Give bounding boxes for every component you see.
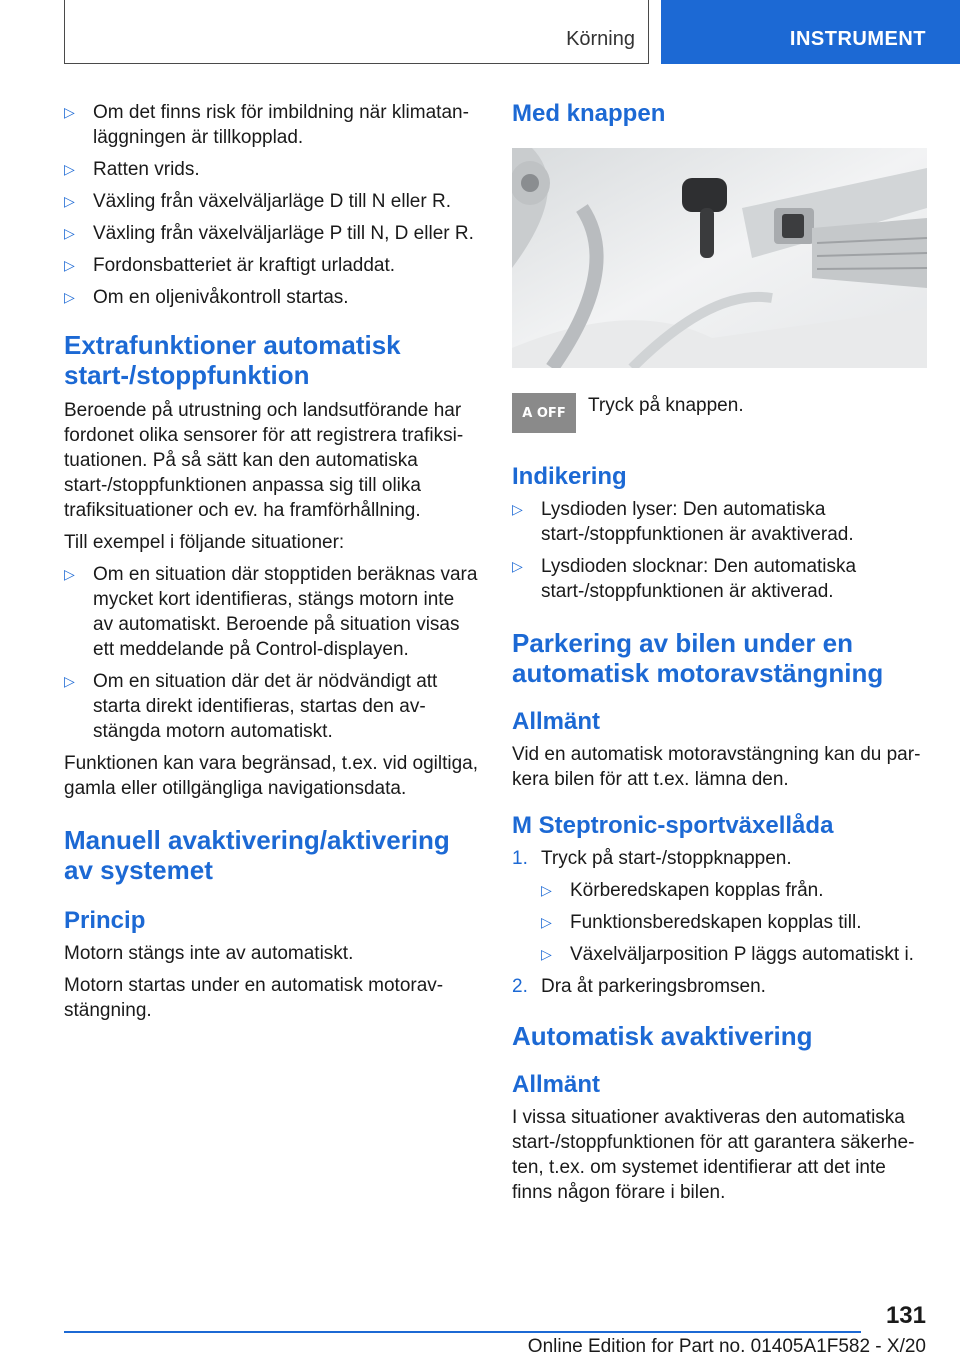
footer-divider bbox=[64, 1331, 861, 1333]
list-item: ▷ Om en oljenivåkontroll startas. bbox=[64, 287, 349, 308]
triangle-bullet-icon: ▷ bbox=[541, 882, 552, 898]
automatic-deactivation-heading: Automatisk avaktivering bbox=[512, 1021, 813, 1051]
extra-functions-heading: Extrafunktioner automatisk start-/stoppfunktion bbox=[64, 330, 401, 390]
header-section-label: Körning bbox=[566, 28, 635, 50]
list-item: ▷ Lysdioden lyser: Den automatiska start-/stoppfunktionen är avaktiverad. bbox=[512, 499, 854, 545]
auto-start-stop-off-icon bbox=[512, 393, 576, 433]
with-button-heading: Med knappen bbox=[512, 100, 666, 127]
list-item: ▷ Växling från växelväljarläge D till N eller R. bbox=[64, 191, 451, 212]
parking-heading: Parkering av bilen under en automatisk motoravstängning bbox=[512, 628, 884, 688]
situations-list bbox=[64, 562, 479, 744]
steptronic-steps-cont bbox=[512, 974, 927, 999]
triangle-bullet-icon: ▷ bbox=[541, 914, 552, 930]
list-item: ▷ Funktionsberedskapen kopplas till. bbox=[541, 912, 862, 933]
page-number: 131 bbox=[885, 1302, 926, 1329]
triangle-bullet-icon: ▷ bbox=[64, 104, 75, 120]
step-item: 1. Tryck på start-/stoppknappen. bbox=[512, 848, 792, 869]
triangle-bullet-icon: ▷ bbox=[512, 558, 523, 574]
steptronic-heading: M Steptronic-sportväxellåda bbox=[512, 812, 834, 839]
triangle-bullet-icon: ▷ bbox=[64, 566, 75, 582]
extra-functions-body: Beroende på utrustning och landsutförande har fordonet olika sensorer för att registrera trafiksituationen. På så sätt kan den automatiska start-/stoppfunktionen anpassa sig till olika trafiksituationer och ev. ha framförhållning. bbox=[64, 400, 464, 521]
extra-functions-note: Funktionen kan vara begränsad, t.ex. vid ogiltiga, gamla eller otillgängliga navigationsdata. bbox=[64, 753, 479, 799]
footer-edition: Online Edition for Part no. 01405A1F582 - X/20 bbox=[527, 1336, 926, 1357]
dashboard-button-photo bbox=[512, 148, 927, 368]
general-heading: Allmänt bbox=[512, 708, 601, 735]
header-chapter-label: INSTRUMENT bbox=[789, 28, 926, 50]
list-item: ▷ Körberedskapen kopplas från. bbox=[541, 880, 824, 901]
general-body: Vid en automatisk motoravstängning kan du parkera bilen för att t.ex. lämna den. bbox=[512, 744, 921, 790]
list-item: ▷ Växelväljarposition P läggs automatiskt i. bbox=[541, 944, 914, 965]
list-item: ▷ Ratten vrids. bbox=[64, 159, 200, 180]
auto-start-stop-off-label: A OFF bbox=[522, 405, 566, 421]
right-column bbox=[512, 100, 927, 1212]
triangle-bullet-icon: ▷ bbox=[64, 193, 75, 209]
step-number: 2. bbox=[512, 976, 528, 997]
left-column bbox=[64, 100, 479, 1030]
triangle-bullet-icon: ▷ bbox=[64, 161, 75, 177]
step-item: 2. Dra åt parkeringsbromsen. bbox=[512, 976, 766, 997]
list-item: ▷ Om det finns risk för imbildning när klimatanläggningen är tillkopplad. bbox=[64, 102, 469, 148]
manual-deactivation-heading: Manuell avaktivering/aktivering av systemet bbox=[64, 825, 450, 885]
restart-conditions-list bbox=[64, 100, 479, 310]
triangle-bullet-icon: ▷ bbox=[512, 501, 523, 517]
press-button-row bbox=[512, 393, 927, 463]
principle-heading: Princip bbox=[64, 907, 146, 934]
steptronic-steps bbox=[512, 846, 927, 871]
triangle-bullet-icon: ▷ bbox=[64, 225, 75, 241]
extra-functions-intro: Till exempel i följande situationer: bbox=[64, 532, 345, 553]
list-item: ▷ Växling från växelväljarläge P till N, D eller R. bbox=[64, 223, 474, 244]
list-item: ▷ Fordonsbatteriet är kraftigt urladdat. bbox=[64, 255, 396, 276]
triangle-bullet-icon: ▷ bbox=[64, 673, 75, 689]
steptronic-substeps bbox=[541, 878, 927, 967]
press-button-text: Tryck på knappen. bbox=[588, 395, 744, 416]
general-heading-2: Allmänt bbox=[512, 1071, 601, 1098]
principle-text-2: Motorn startas under en automatisk motoravstängning. bbox=[64, 975, 444, 1021]
triangle-bullet-icon: ▷ bbox=[64, 289, 75, 305]
list-item: ▷ Om en situation där det är nödvändigt att starta direkt identifieras, startas den avstängda motorn automatiskt. bbox=[64, 671, 438, 742]
triangle-bullet-icon: ▷ bbox=[64, 257, 75, 273]
indication-list bbox=[512, 497, 927, 604]
principle-text-1: Motorn stängs inte av automatiskt. bbox=[64, 943, 354, 964]
automatic-deactivation-body: I vissa situationer avaktiveras den automatiska start-/stoppfunktionen för att garantera säkerheten, t.ex. om systemet identifierar att det inte finns någon förare i bilen. bbox=[512, 1107, 915, 1203]
step-number: 1. bbox=[512, 848, 528, 869]
list-item: ▷ Om en situation där stopptiden beräknas vara mycket kort identifieras, stängs motorn inte av automatiskt. Beroende på situation visas ett meddelande på Control-displayen. bbox=[64, 564, 478, 660]
triangle-bullet-icon: ▷ bbox=[541, 946, 552, 962]
indication-heading: Indikering bbox=[512, 463, 627, 490]
list-item: ▷ Lysdioden slocknar: Den automatiska start-/stoppfunktionen är aktiverad. bbox=[512, 556, 857, 602]
